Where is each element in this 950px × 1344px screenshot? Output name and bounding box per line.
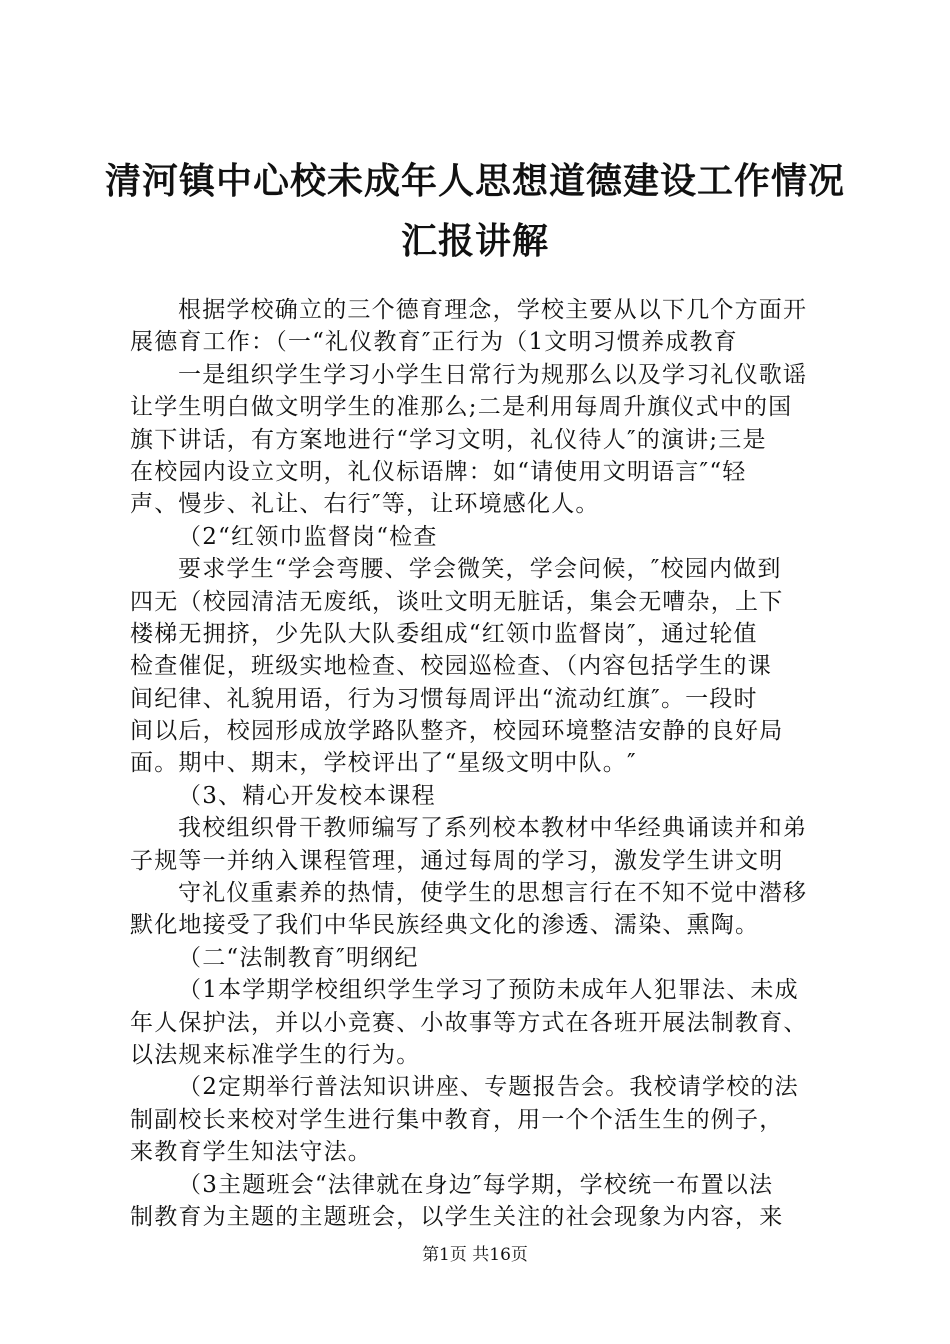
- body-line: 检查催促，班级实地检查、校园巡检查、（内容包括学生的课: [130, 653, 772, 680]
- body-line: （2定期举行普法知识讲座、专题报告会。我校请学校的法: [178, 1074, 799, 1101]
- body-line: 根据学校确立的三个德育理念，学校主要从以下几个方面开: [178, 297, 808, 323]
- body-line: 让学生明白做文明学生的准那么;二是利用每周升旗仪式中的国: [130, 394, 793, 421]
- body-line: 要求学生“学会弯腰、学会微笑，学会问候，″校园内做到: [178, 556, 782, 583]
- page-number-footer: 第1页 共16页: [422, 1245, 528, 1265]
- body-line: 在校园内设立文明，礼仪标语牌：如“请使用文明语言″“轻: [130, 458, 747, 485]
- document-title-line-1: 清河镇中心校未成年人思想道德建设工作情况: [104, 161, 845, 202]
- body-line: 间以后，校园形成放学路队整齐，校园环境整洁安静的良好局: [130, 718, 784, 745]
- body-line: （1本学期学校组织学生学习了预防未成年人犯罪法、未成: [178, 977, 799, 1004]
- body-line: 面。期中、期末，学校评出了“星级文明中队。″: [130, 750, 637, 777]
- body-line: 一是组织学生学习小学生日常行为规那么以及学习礼仪歌谣: [178, 361, 808, 388]
- body-line: 间纪律、礼貌用语，行为习惯每周评出“流动红旗″。一段时: [130, 685, 758, 712]
- document-title-line-2: 汇报讲解: [400, 221, 549, 262]
- section-heading: （3、精心开发校本课程: [178, 782, 436, 809]
- body-line: 制副校长来校对学生进行集中教育，用一个个活生生的例子，: [130, 1106, 784, 1133]
- section-heading: （2“红领巾监督岗“检查: [178, 523, 438, 550]
- body-line: 我校组织骨干教师编写了系列校本教材中华经典诵读并和弟: [178, 815, 808, 842]
- body-line: 年人保护法，并以小竞赛、小故事等方式在各班开展法制教育、: [130, 1009, 808, 1036]
- body-line: 四无（校园清洁无废纸，谈吐文明无脏话，集会无嘈杂，上下: [130, 588, 784, 615]
- body-line: （3主题班会“法律就在身边″每学期，学校统一布置以法: [178, 1171, 774, 1198]
- body-line: 守礼仪重素养的热情，使学生的思想言行在不知不觉中潜移: [178, 880, 808, 907]
- section-heading: （二“法制教育″明纲纪: [178, 944, 419, 971]
- document-body: [130, 294, 842, 1233]
- body-line: 默化地接受了我们中华民族经典文化的渗透、濡染、熏陶。: [130, 912, 760, 939]
- body-line: 制教育为主题的主题班会，以学生关注的社会现象为内容，来: [130, 1203, 784, 1230]
- body-line: 以法规来标准学生的行为。: [130, 1041, 421, 1068]
- body-line: 子规等一并纳入课程管理，通过每周的学习，激发学生讲文明: [130, 847, 784, 874]
- body-line: 声、慢步、礼让、右行″等，让环境感化人。: [130, 491, 600, 518]
- body-line: 楼梯无拥挤，少先队大队委组成“红领巾监督岗″，通过轮值: [130, 620, 758, 647]
- body-line: 展德育工作：（一“礼仪教育″正行为（1文明习惯养成教育: [130, 329, 738, 356]
- body-line: 旗下讲话，有方案地进行“学习文明，礼仪待人″的演讲;三是: [130, 426, 767, 453]
- body-line: 来教育学生知法守法。: [130, 1139, 372, 1166]
